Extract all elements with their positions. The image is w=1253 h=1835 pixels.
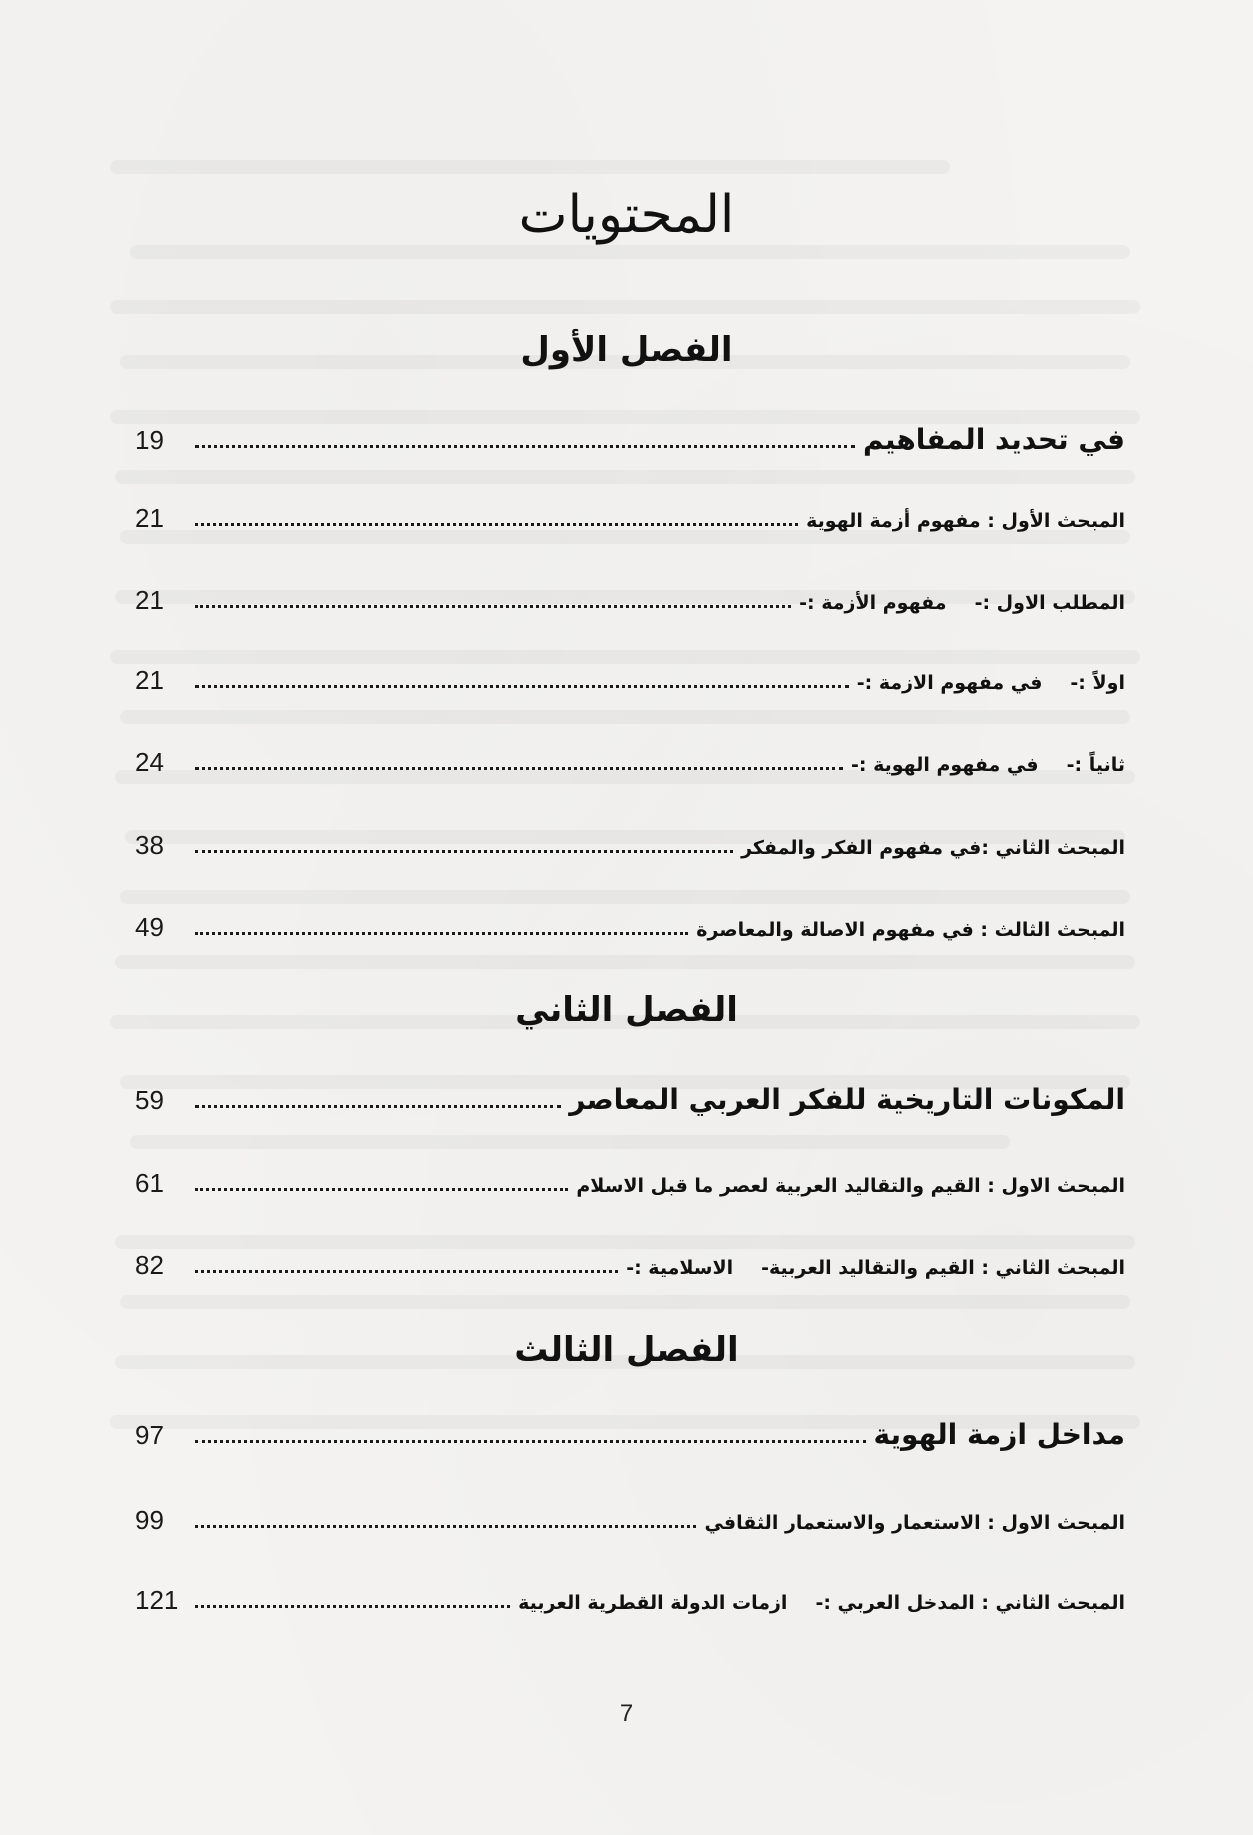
toc-entry[interactable]	[135, 665, 1125, 696]
page-number: 21	[135, 665, 164, 695]
page-number: 19	[135, 425, 164, 455]
entry-label-prefix: ثانياً :-	[1066, 754, 1125, 776]
page-number: 21	[135, 503, 164, 533]
dot-leader	[195, 767, 843, 770]
toc-entry[interactable]	[135, 423, 1125, 456]
entry-label	[851, 754, 1125, 776]
toc-entry[interactable]	[135, 1505, 1125, 1536]
chapter-heading: الفصل الثاني	[515, 990, 738, 1030]
page-number: 24	[135, 747, 164, 777]
dot-leader	[195, 1605, 510, 1608]
dot-leader	[195, 1105, 561, 1108]
entry-label-prefix: اولاً :-	[1070, 672, 1125, 694]
dot-leader	[195, 523, 798, 526]
entry-label: المبحث الثاني :في مفهوم الفكر والمفكر	[741, 837, 1125, 859]
entry-label-subject: ازمات الدولة القطرية العربية	[518, 1592, 788, 1614]
chapter-heading: الفصل الأول	[520, 330, 733, 370]
toc-entry[interactable]	[135, 1585, 1125, 1616]
dot-leader	[195, 1525, 696, 1528]
entry-label-prefix: المبحث الثاني : القيم والتقاليد العربية-	[761, 1257, 1125, 1279]
page-number: 121	[135, 1585, 179, 1615]
page-number: 82	[135, 1250, 164, 1280]
entry-label-subject: الاسلامية :-	[626, 1257, 734, 1279]
page-number: 97	[135, 1420, 164, 1450]
entry-label: مداخل ازمة الهوية	[873, 1418, 1125, 1451]
entry-label	[626, 1257, 1125, 1279]
toc-entry[interactable]	[135, 1250, 1125, 1281]
page-number: 61	[135, 1168, 164, 1198]
toc-entry[interactable]	[135, 503, 1125, 534]
dot-leader	[195, 605, 791, 608]
toc-entry[interactable]	[135, 1083, 1125, 1116]
entry-label	[857, 672, 1125, 694]
entry-label-subject: مفهوم الأزمة :-	[799, 592, 947, 614]
entry-label	[518, 1592, 1125, 1614]
page-number: 59	[135, 1085, 164, 1115]
entry-label	[799, 592, 1125, 614]
dot-leader	[195, 445, 855, 448]
dot-leader	[195, 1270, 618, 1273]
page-number: 21	[135, 585, 164, 615]
dot-leader	[195, 685, 849, 688]
page-number: 49	[135, 912, 164, 942]
dot-leader	[195, 1188, 568, 1191]
entry-label-subject: في مفهوم الازمة :-	[856, 672, 1043, 694]
dot-leader	[195, 932, 688, 935]
entry-label: في تحديد المفاهيم	[862, 423, 1125, 456]
entry-label-prefix: المبحث الثاني : المدخل العربي :-	[815, 1592, 1125, 1614]
toc-entry[interactable]	[135, 1418, 1125, 1451]
entry-label: المبحث الاول : القيم والتقاليد العربية لعصر ما قبل الاسلام	[576, 1175, 1125, 1197]
page-number-footer: 7	[619, 1700, 634, 1727]
page-title: المحتويات	[518, 185, 735, 245]
toc-entry[interactable]	[135, 912, 1125, 943]
dot-leader	[195, 850, 733, 853]
entry-label-prefix: المطلب الاول :-	[974, 592, 1125, 614]
entry-label: المبحث الثالث : في مفهوم الاصالة والمعاصرة	[696, 919, 1125, 941]
toc-entry[interactable]	[135, 585, 1125, 616]
chapter-heading: الفصل الثالث	[514, 1330, 739, 1370]
page-number: 99	[135, 1505, 164, 1535]
entry-label: المكونات التاريخية للفكر العربي المعاصر	[569, 1083, 1125, 1116]
toc-entry[interactable]	[135, 747, 1125, 778]
page-number: 38	[135, 830, 164, 860]
entry-label-subject: في مفهوم الهوية :-	[851, 754, 1039, 776]
toc-entry[interactable]	[135, 1168, 1125, 1199]
entry-label: المبحث الاول : الاستعمار والاستعمار الثقافي	[704, 1512, 1125, 1534]
entry-label: المبحث الأول : مفهوم أزمة الهوية	[806, 510, 1125, 532]
toc-entry[interactable]	[135, 830, 1125, 861]
dot-leader	[195, 1440, 866, 1443]
